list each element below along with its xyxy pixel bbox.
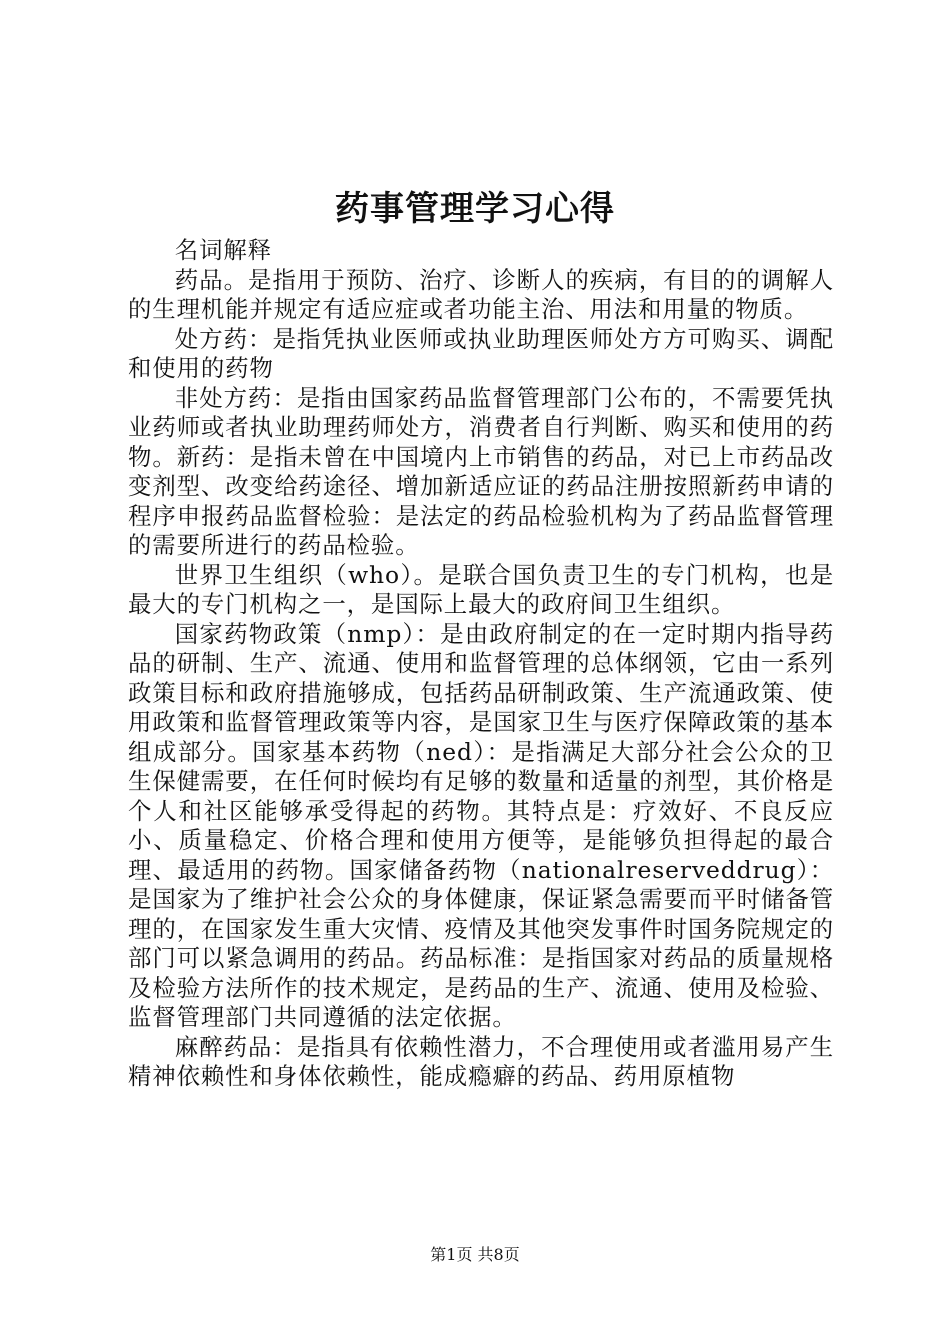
paragraph-narcotic-drug: 麻醉药品：是指具有依赖性潜力，不合理使用或者滥用易产生精神依赖性和身体依赖性，能成瘾癖的药品、药用原植物 (128, 1032, 834, 1090)
paragraph-prescription-drug: 处方药：是指凭执业医师或执业助理医师处方方可购买、调配和使用的药物 (128, 324, 834, 382)
document-title: 药事管理学习心得 (335, 189, 615, 229)
document-body (128, 236, 834, 1092)
paragraph-heading: 名词解释 (174, 236, 272, 264)
page-footer: 第1页 共8页 (430, 1245, 520, 1264)
paragraph-drug-definition: 药品。是指用于预防、治疗、诊断人的疾病，有目的的调解人的生理机能并规定有适应症或者功能主治、用法和用量的物质。 (128, 265, 834, 323)
paragraph-who: 世界卫生组织（who）。是联合国负责卫生的专门机构，也是最大的专门机构之一，是国际上最大的政府间卫生组织。 (128, 560, 834, 618)
paragraph-national-drug-policy: 国家药物政策（nmp）：是由政府制定的在一定时期内指导药品的研制、生产、流通、使用和监督管理的总体纲领，它由一系列政策目标和政府措施够成，包括药品研制政策、生产流通政策、使用政策和监督管理政策等内容，是国家卫生与医疗保障政策的基本组成部分。国家基本药物（ned）：是指满足大部分社会公众的卫生保健需要，在任何时候均有足够的数量和适量的剂型，其价格是个人和社区能够承受得起的药物。其特点是：疗效好、不良反应小、质量稳定、价格合理和使用方便等，是能够负担得起的最合理、最适用的药物。国家储备药物（nationalreserveddrug）：是国家为了维护社会公众的身体健康，保证紧急需要而平时储备管理的，在国家发生重大灾情、疫情及其他突发事件时国务院规定的部门可以紧急调用的药品。药品标准：是指国家对药品的质量规格及检验方法所作的技术规定，是药品的生产、流通、使用及检验、监督管理部门共同遵循的法定依据。 (128, 619, 834, 1031)
paragraph-otc-drug: 非处方药：是指由国家药品监督管理部门公布的，不需要凭执业药师或者执业助理药师处方，消费者自行判断、购买和使用的药物。新药：是指未曾在中国境内上市销售的药品，对已上市药品改变剂型、改变给药途径、增加新适应证的药品注册按照新药申请的程序申报药品监督检验：是法定的药品检验机构为了药品监督管理的需要所进行的药品检验。 (128, 383, 834, 559)
